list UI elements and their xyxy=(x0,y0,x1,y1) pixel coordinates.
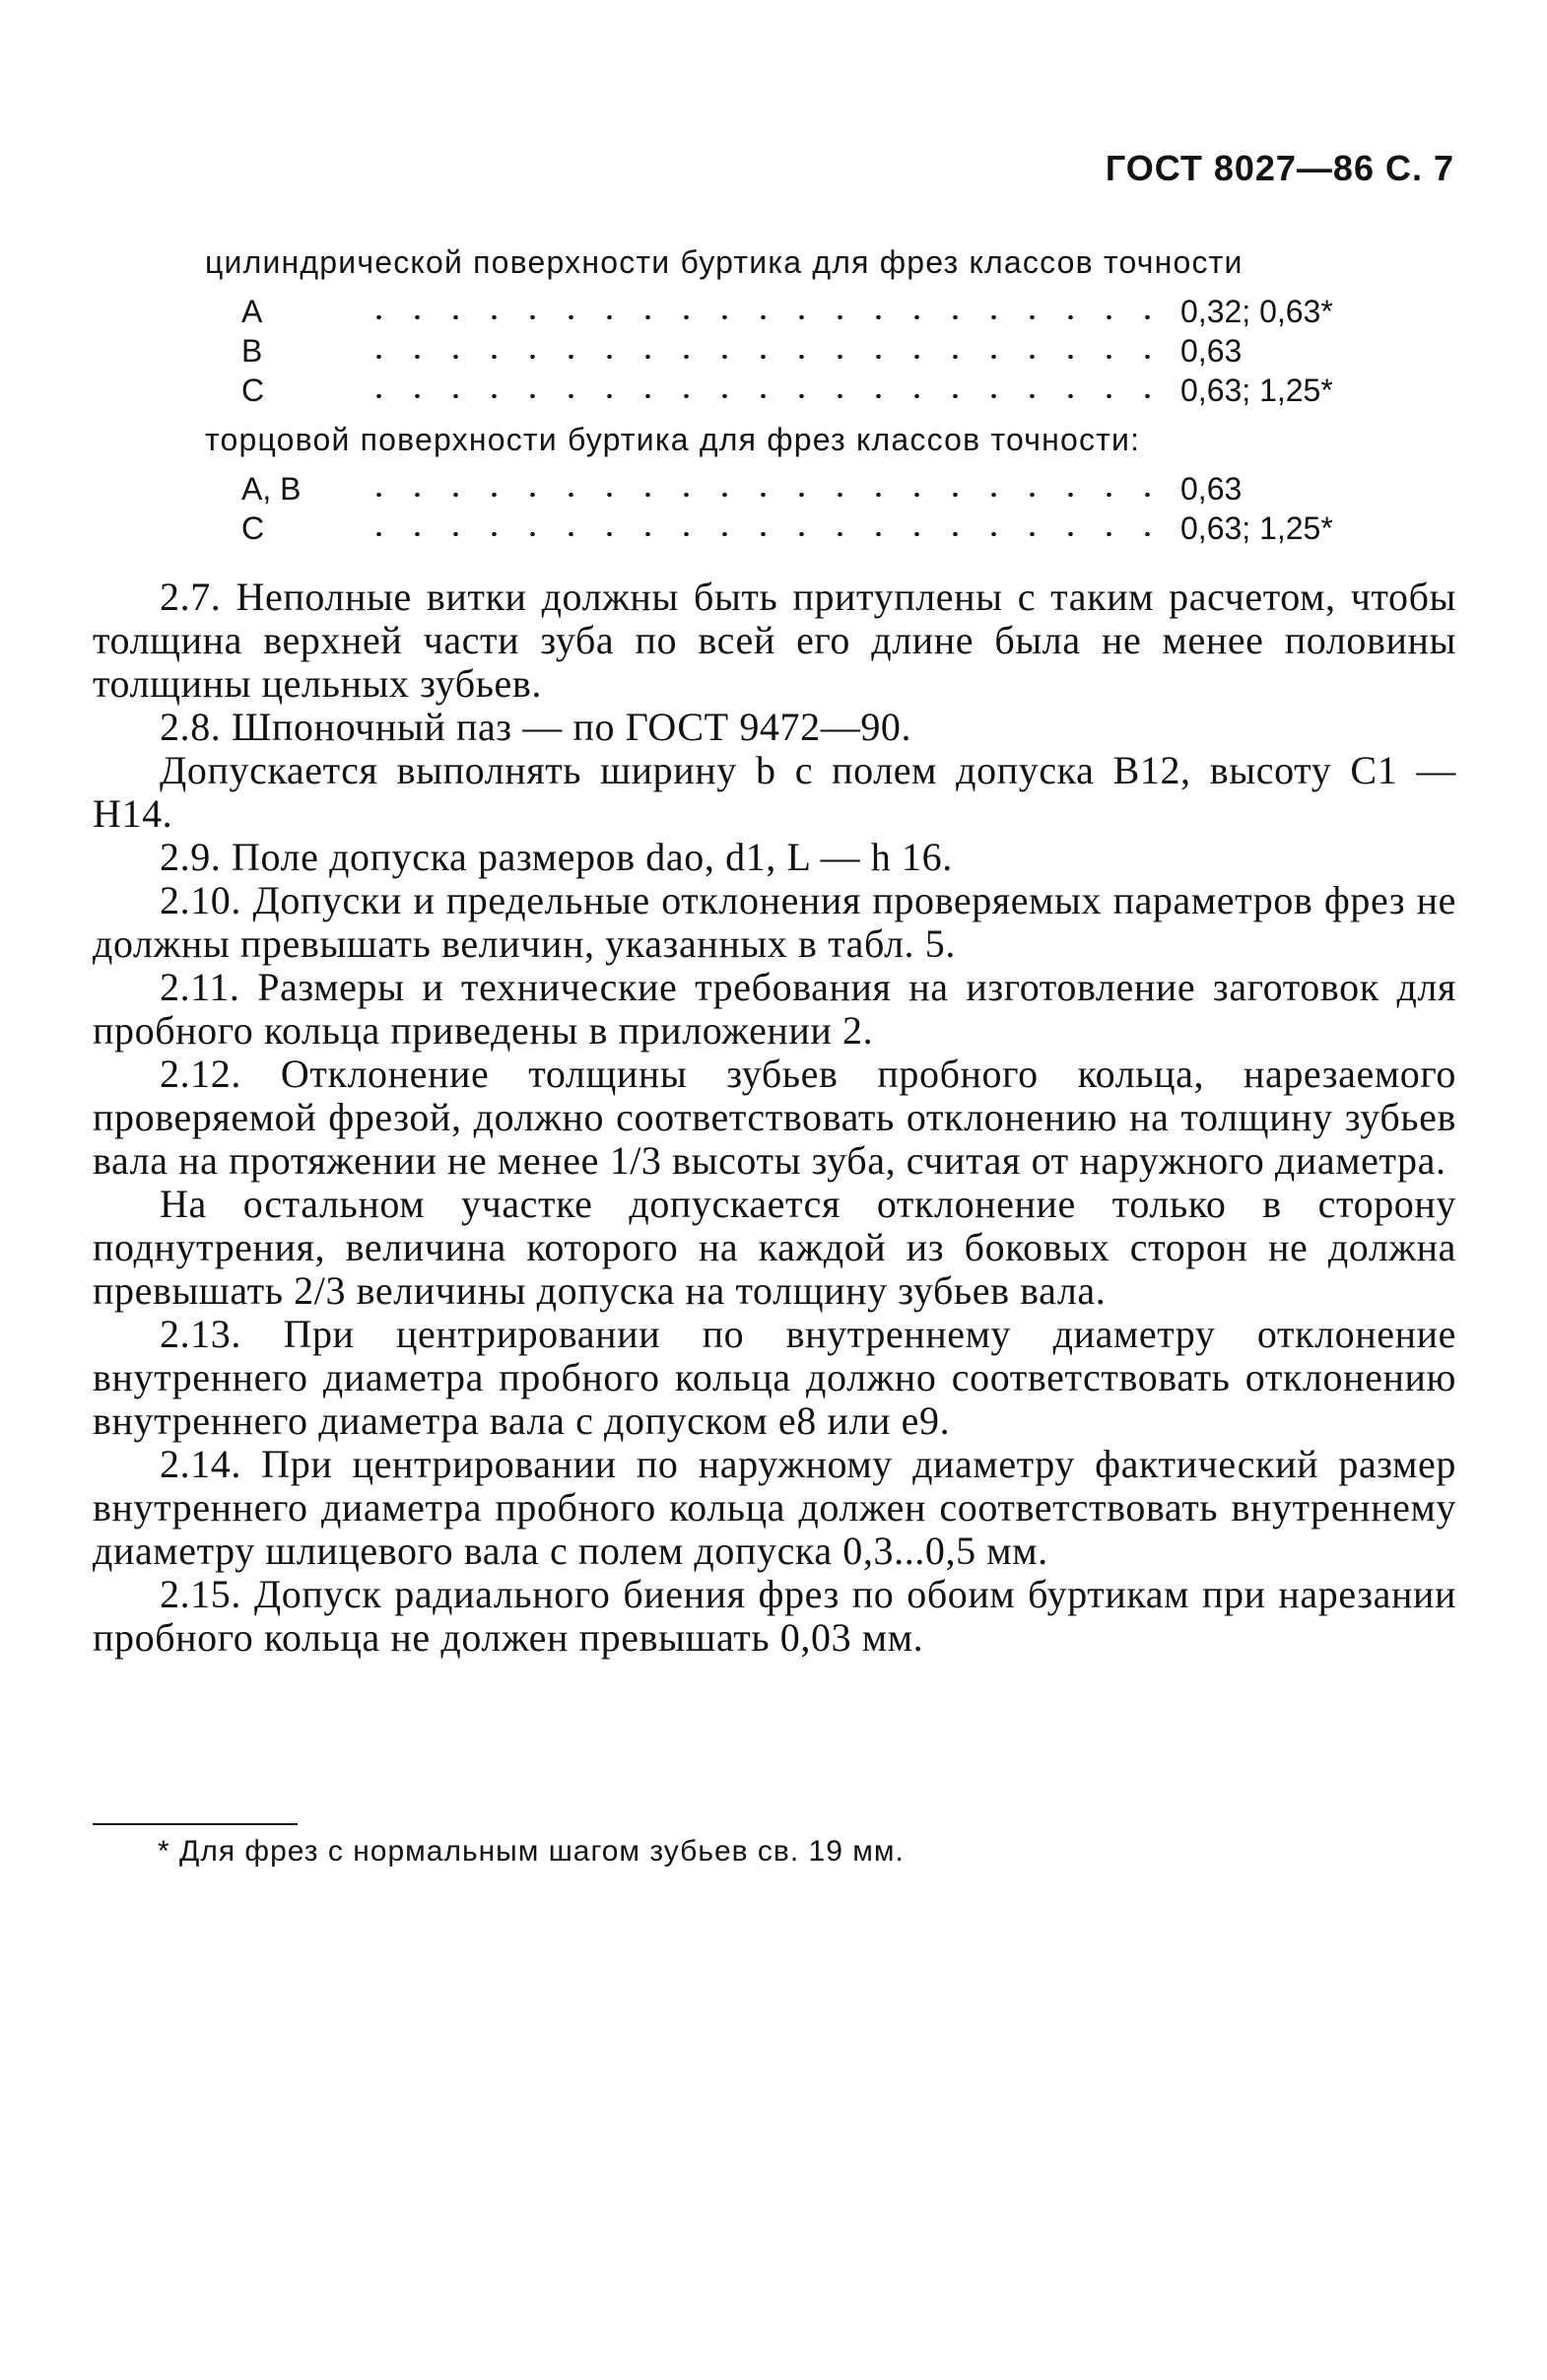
end-face-row-c xyxy=(241,510,1355,550)
leader-dots xyxy=(360,315,1158,319)
leader-dots xyxy=(360,355,1158,359)
leader-dots xyxy=(360,532,1158,536)
row-label: А xyxy=(241,294,263,329)
row-value: 0,63; 1,25* xyxy=(1180,510,1333,546)
paragraph-2-14: 2.14. При центрировании по наружному диаметру фактический размер внутреннего диаметра пробного кольца должен соответствовать внутреннему диаметру шлицевого вала с полем допуска 0,3...0,5 мм. xyxy=(93,1442,1456,1573)
leader-dots xyxy=(360,394,1158,398)
row-label: С xyxy=(241,510,265,546)
paragraph-2-12-note: На остальном участке допускается отклонение только в сторону поднутрения, величина которого на каждой из боковых сторон не должна превышать 2/3 величины допуска на толщину зубьев вала. xyxy=(93,1182,1456,1313)
page-header: ГОСТ 8027—86 С. 7 xyxy=(1105,148,1454,188)
paragraph-2-9: 2.9. Поле допуска размеров dao, d1, L — h 16. xyxy=(160,835,953,879)
row-label: С xyxy=(241,373,265,408)
cylindrical-row-b xyxy=(241,333,1355,373)
paragraph-2-10: 2.10. Допуски и предельные отклонения проверяемых параметров фрез не должны превышать величин, указанных в табл. 5. xyxy=(93,878,1456,966)
cylindrical-heading: цилиндрической поверхности буртика для фрез классов точности xyxy=(205,244,1244,280)
cylindrical-row-c xyxy=(241,373,1355,412)
row-value: 0,63 xyxy=(1180,471,1243,507)
leader-dots xyxy=(360,493,1158,497)
paragraph-2-12: 2.12. Отклонение толщины зубьев пробного кольца, нарезаемого проверяемой фрезой, должно соответствовать отклонению на толщину зубьев вала на протяжении не менее 1/3 высоты зуба, считая от наружного диаметра. xyxy=(93,1052,1456,1183)
row-label: А, В xyxy=(241,471,302,507)
footnote: * Для фрез с нормальным шагом зубьев св. 19 мм. xyxy=(158,1835,905,1868)
footnote-rule xyxy=(93,1823,298,1825)
end-face-row-ab xyxy=(241,471,1355,510)
paragraph-2-11: 2.11. Размеры и технические требования на изготовление заготовок для пробного кольца приведены в приложении 2. xyxy=(93,965,1456,1053)
paragraph-2-8: 2.8. Шпоночный паз — по ГОСТ 9472—90. xyxy=(160,705,912,749)
row-value: 0,32; 0,63* xyxy=(1180,294,1333,329)
row-label: В xyxy=(241,333,263,369)
paragraph-2-13: 2.13. При центрировании по внутреннему диаметру отклонение внутреннего диаметра пробного кольца должно соответствовать отклонению внутреннего диаметра вала с допуском е8 или е9. xyxy=(93,1312,1456,1443)
paragraph-2-8-note: Допускается выполнять ширину b с полем допуска В12, высоту C1 — Н14. xyxy=(93,748,1456,836)
row-value: 0,63 xyxy=(1180,333,1243,369)
cylindrical-row-a xyxy=(241,294,1355,333)
body-text xyxy=(93,576,1456,1660)
paragraph-2-15: 2.15. Допуск радиального биения фрез по обоим буртикам при нарезании пробного кольца не должен превышать 0,03 мм. xyxy=(93,1572,1456,1660)
paragraph-2-7: 2.7. Неполные витки должны быть притуплены с таким расчетом, чтобы толщина верхней части зуба по всей его длине была не менее половины толщины цельных зубьев. xyxy=(93,575,1456,706)
end-face-heading: торцовой поверхности буртика для фрез классов точности: xyxy=(205,422,1141,457)
row-value: 0,63; 1,25* xyxy=(1180,373,1333,408)
